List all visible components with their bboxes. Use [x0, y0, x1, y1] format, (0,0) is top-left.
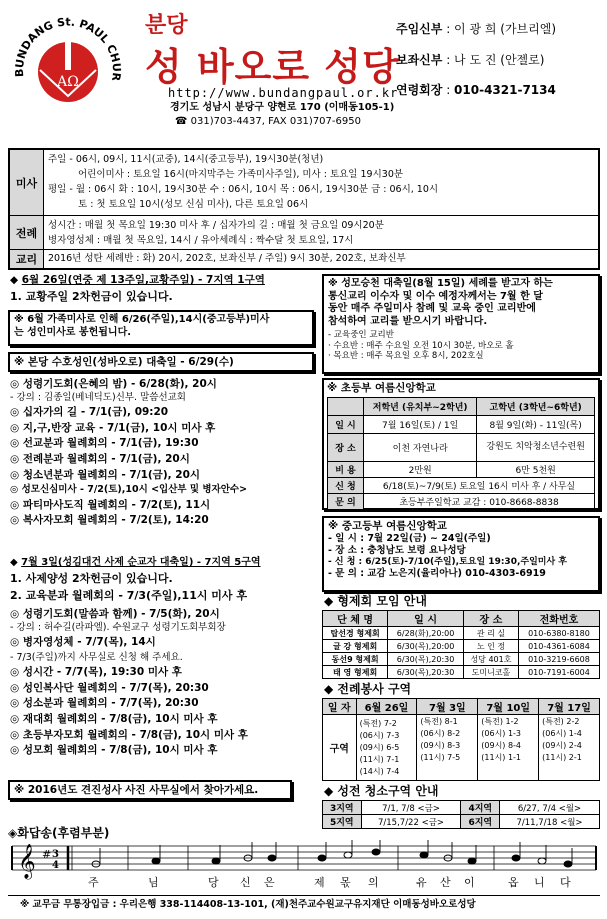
website-url[interactable]: http://www.bundangpaul.or.kr	[168, 86, 399, 100]
lyric-syllable: 의	[368, 876, 379, 889]
title-small: 분당	[145, 13, 188, 38]
note-head	[344, 852, 352, 858]
lyric-syllable: 유	[416, 876, 427, 889]
diamond-icon: ◆	[10, 557, 22, 568]
list-item: ◎ 성모회 월례회의 - 7/8(금), 10시 미사 후	[10, 744, 218, 757]
logo	[8, 8, 128, 128]
list-item: - 강의 : 김종일(베네딕도)신부. 말씀선교회	[10, 391, 186, 403]
lyric-syllable: 니	[534, 876, 545, 889]
service-table: 일 자 6월 26일 7월 3일 7월 10일 7월 17일 구역 (특전) 7-2 (06시) 7-3 (09시) 6-5 (11시) 7-1 (14시) 7-4 (특전) 8-1 (06시) 8-2 (09시) 8-3 (11시) 7-5 (특전) 1-2 (06시) 1-3 (09시) 8-4 (11시) 1-1 (특전) 2-2 (06시) 1-4 (09시) 2-4 (11시) 2-1	[322, 698, 600, 781]
hymn-lyrics	[8, 874, 600, 890]
notice-assumption: ※ 성모승천 대축일(8월 15일) 세례를 받고자 하는 통신교리 이수자 및 이수 예정자께서는 7월 한 달 동안 매주 주일미사 참례 및 교육 중인 교리반에 참석하여 교리를 받으시기 바랍니다. - 교육중인 교리반 · 수요반 : 매주 수요일 오전 10시 30분, 바오로 홀 · 목요반 : 매주 목요일 오후 8시, 202호실	[322, 274, 600, 374]
sec2-lines	[10, 572, 247, 604]
list-item: ◎ 지,구,반장 교육 - 7/1(금), 10시 미사 후	[10, 421, 216, 434]
notice-feast: ※ 본당 수호성인(성바오로) 대축일 - 6/29(수)	[8, 352, 314, 372]
table-row: 5지역 7/15,7/22 <금> 6지역 7/11,7/18 <월>	[323, 815, 600, 829]
sec2-title: ◆ 7월 3일(성김대건 사제 순교자 대축일) - 7지역 5구역	[10, 557, 261, 568]
list-item: ◎ 재대회 월례회의 - 7/8(금), 10시 미사 후	[10, 712, 218, 725]
rite-line: 성시간 : 매월 첫 목요일 19:30 미사 후 / 십자가의 길 : 매월 첫 금요일 09시20분	[48, 220, 384, 231]
note-head	[512, 855, 520, 861]
note-head	[564, 861, 572, 867]
meeting-title: ◆ 형제회 모임 안내	[324, 594, 427, 608]
sec2-line: 2. 교육분과 월례회의 - 7/3(주일),11시 미사 후	[10, 589, 248, 603]
rite-line: 병자영성체 : 매월 첫 목요일, 14시 / 유아세례식 : 짝수달 첫 토요일, 17시	[48, 235, 354, 246]
note-head	[538, 858, 546, 864]
diamond-icon: ◆	[324, 784, 338, 798]
table-row: 태 영 형제회 6/30(목),20:30 도미니코홀 010-7191-6004	[323, 666, 600, 679]
meeting-table: 단 체 명 일 시 장 소 전화번호 탑선경 형제회 6/28(화),20:00 관 리 실 010-6380-8180 글 강 형제회 6/30(목),20:00 노 인 정 010-4361-6084 동선9 형제회 6/30(목),20:30 성당 401호 010-3219-6608 태 영 형제회 6/30(목),20:30 도미니코홀 010-7191-6004	[322, 610, 600, 679]
lyric-syllable: 신	[240, 876, 251, 889]
diamond-icon: ◆	[324, 682, 338, 696]
table-row: 글 강 형제회 6/30(목),20:00 노 인 정 010-4361-6084	[323, 640, 600, 653]
diamond-icon: ◆	[10, 274, 22, 286]
service-title: ◆ 전례봉사 구역	[324, 682, 412, 696]
list-item: - 강의 : 허수길(라파엘). 수원교구 성령기도회부회장	[10, 621, 226, 633]
list-item: - 7/3(주일)까지 사무실로 신청 해 주세요.	[10, 651, 183, 663]
lyric-syllable: 몫	[340, 876, 351, 889]
summer-school-box	[322, 378, 600, 510]
lyric-syllable: 산	[440, 876, 451, 889]
address: 경기도 성남시 분당구 양현로 170 (이매동105-1)	[170, 102, 395, 113]
note-head	[468, 858, 476, 864]
staff-panel	[396, 22, 596, 99]
logo-glyphs: ΑΩ	[57, 74, 79, 90]
mass-line: 토 : 첫 토요일 10시(성모 신심 미사), 다른 토요일 06시	[78, 199, 309, 210]
diamond-icon: ◆	[324, 594, 338, 608]
lyric-syllable: 다	[560, 876, 571, 889]
table-row: 탑선경 형제회 6/28(화),20:00 관 리 실 010-6380-8180	[323, 627, 600, 640]
list-item: ◎ 성소분과 월례회의 - 7/7(목), 20:30	[10, 697, 199, 710]
list-item: ◎ 전례분과 월례회의 - 7/1(금), 20시	[10, 452, 190, 465]
list-item: ◎ 파티마사도직 월례회의 - 7/2(토), 11시	[10, 498, 211, 511]
youth-school-box: ※ 중고등부 여름신앙학교 - 일 시 : 7월 22일(금) ~ 24일(주일) - 장 소 : 충청남도 보령 요나성당 - 신 청 : 6/25(토)-7/10(주일),토요일 19:30,주일미사 후 - 문 의 : 교감 노은지(율리아나) 010-4303-6919	[322, 516, 600, 592]
lyric-syllable: 옵	[508, 876, 519, 889]
schedule-table	[8, 148, 600, 270]
note-head	[268, 855, 276, 861]
list-item: ◎ 성인복사단 월례회의 - 7/7(목), 20:30	[10, 681, 209, 694]
list-item: ◎ 복사자모회 월례회의 - 7/2(토), 14:20	[10, 514, 209, 527]
list-item: ◎ 십자가의 길 - 7/1(금), 09:20	[10, 405, 169, 418]
svg-text:BUNDANG St. PAUL CHURCH: BUNDANG St. PAUL CHUR	[12, 15, 124, 82]
phone: ☎ 031)703-4437, FAX 031)707-6950	[175, 116, 361, 127]
svg-text:3: 3	[52, 849, 59, 860]
lyric-syllable: 제	[314, 876, 325, 889]
summer-table: 저학년 (유치부~2학년) 고학년 (3학년~6학년) 일 시 7월 16일(토) / 1일 8월 9일(화) - 11일(목) 장 소 이천 자연나라 강원도 치악청소년수련원 비 용 2만원 6만 5천원 신 청 6/18(토)~7/9(토) 토요일 16시 미사 후 / 사무실 문 의 초등부주일학교 교감 : 010-8668-8838	[327, 397, 595, 510]
staff-funeral: 연령회장 : 010-4321-7134	[396, 83, 556, 98]
lyric-syllable: 이	[464, 876, 475, 889]
note-head	[212, 858, 220, 864]
lyric-syllable: 주	[88, 876, 99, 889]
page-title: 성 바오로 성당	[145, 45, 400, 89]
lyric-syllable: 은	[264, 876, 275, 889]
edu-line: 2016년 성탄 세례반 : 화) 20시, 202호, 보좌신부 / 주일) 9시 30분, 202호, 보좌신부	[48, 253, 406, 264]
treble-clef-icon: 𝄞	[18, 844, 36, 879]
cleaning-title: ◆ 성전 청소구역 안내	[324, 784, 439, 798]
event-list-1	[10, 378, 316, 528]
sec1-line: 1. 교황주일 2차헌금이 있습니다.	[10, 290, 173, 303]
mass-line: 평일 - 월 : 06시 화 : 10시, 19시30분 수 : 06시, 10시 목 : 06시, 19시30분 금 : 06시, 10시	[48, 184, 439, 195]
sharp-icon: #	[42, 848, 52, 861]
list-item: ◎ 청소년분과 월례회의 - 7/1(금), 20시	[10, 468, 201, 481]
list-item: ◎ 성령기도회(은혜의 밤) - 6/28(화), 20시	[10, 378, 217, 390]
sec2-line: 1. 사제양성 2차헌금이 있습니다.	[10, 572, 173, 585]
svg-text:4: 4	[52, 860, 59, 871]
hymn-title: ◈화답송(후렴부분)	[8, 826, 110, 840]
notice-confirmation: ※ 2016년도 견진성사 사진 사무실에서 찾아가세요.	[8, 780, 292, 800]
rite-label: 전례	[10, 216, 44, 249]
staff-assistant: 보좌신부 : 나 도 진 (안젤로)	[396, 52, 545, 67]
note-head	[372, 849, 380, 855]
note-head	[318, 855, 326, 861]
event-list-2	[10, 608, 316, 758]
lyric-syllable: 당	[208, 876, 219, 889]
notice-family-mass: ※ 6월 가족미사로 인해 6/26(주일),14시(중고등부)미사 는 성인미사로 봉헌됩니다.	[8, 310, 314, 346]
table-row: 동선9 형제회 6/30(목),20:30 성당 401호 010-3219-6608	[323, 653, 600, 666]
cleaning-table	[322, 800, 600, 829]
lyric-syllable: 님	[148, 876, 159, 889]
staff-pastor: 주임신부 : 이 광 희 (가브리엘)	[396, 22, 556, 36]
sec1-title: ◆ 6월 26일(연중 제 13주일,교황주일) - 7지역 1구역	[10, 274, 265, 286]
summer-title: ※ 초등부 여름신앙학교	[327, 382, 436, 394]
footer-divider	[8, 895, 600, 896]
list-item: ◎ 선교분과 월례회의 - 7/1(금), 19:30	[10, 437, 199, 450]
mass-label: 미사	[10, 150, 44, 215]
list-item: ◎ 병자영성체 - 7/7(목), 14시	[10, 635, 156, 648]
list-item: ◎ 성모신심미사 - 7/2(토),10시 <입산부 및 병자안수>	[10, 484, 248, 496]
footer-bank-info: ※ 교무금 무통장입금 : 우리은행 338-114408-13-101, (재)천주교수원교구유지재단 이매동성바오로성당	[20, 899, 476, 910]
table-row: 3지역 7/1, 7/8 <금> 4지역 6/27, 7/4 <월>	[323, 801, 600, 815]
note-head	[420, 852, 428, 858]
list-item: ◎ 성시간 - 7/7(목), 19:30 미사 후	[10, 665, 182, 678]
mass-line: 주일 - 06시, 09시, 11시(교중), 14시(중고등부), 19시30분(청년)	[48, 154, 324, 165]
edu-label: 교리	[10, 250, 44, 268]
mass-line: 어린이미사 : 토요일 16시(마지막주는 가족미사주일), 미사 : 토요일 19시30분	[78, 169, 404, 180]
list-item: ◎ 성령기도회(말씀과 함께) - 7/5(화), 20시	[10, 608, 220, 620]
note-head	[152, 858, 160, 864]
list-item: ◎ 초등부자모회 월례회의 - 7/8(금), 10시 미사 후	[10, 728, 248, 741]
